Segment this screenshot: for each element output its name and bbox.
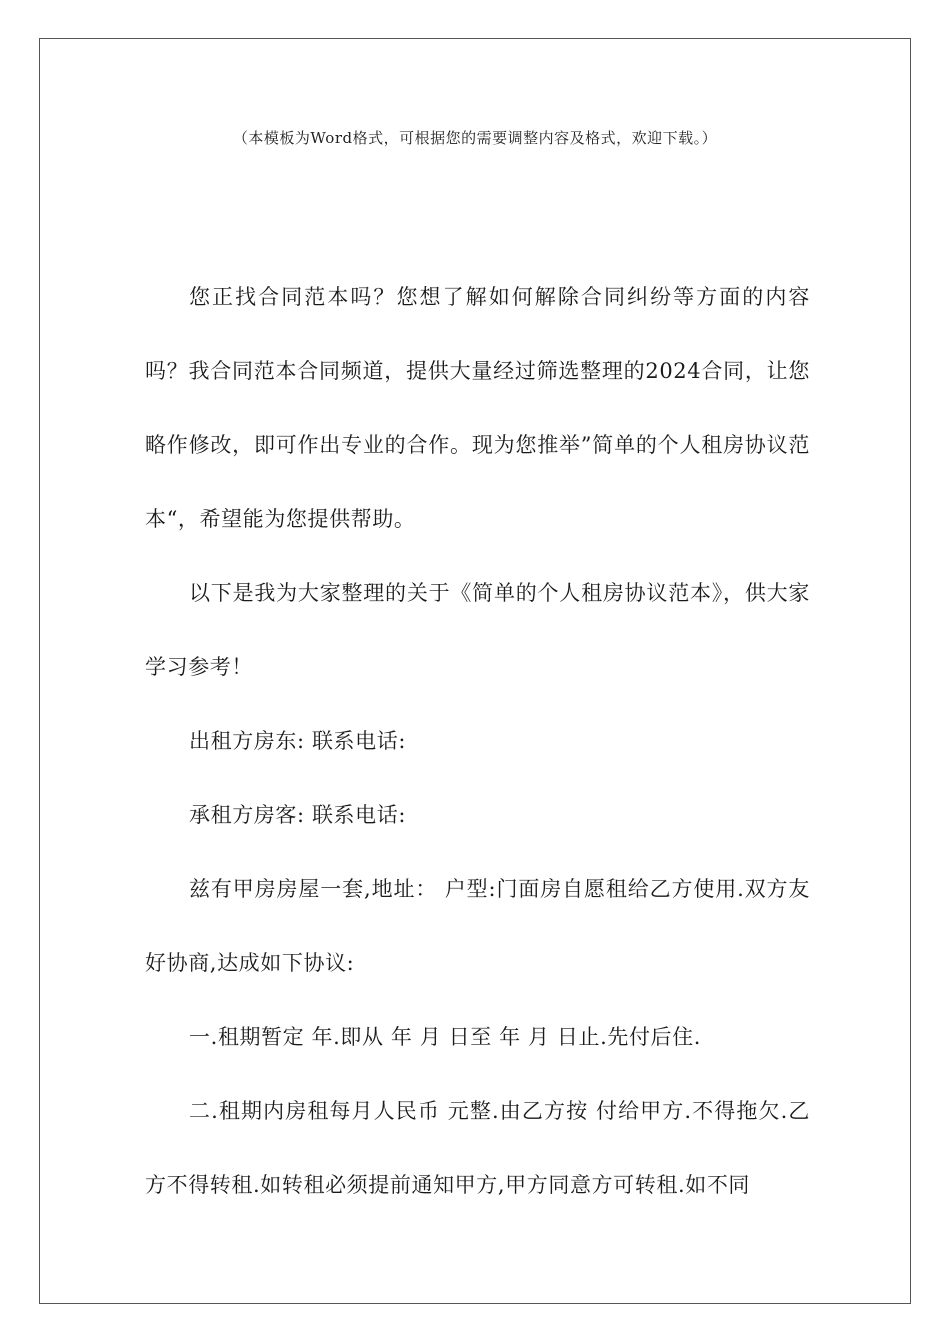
- property-paragraph: 兹有甲房房屋一套,地址： 户型:门面房自愿租给乙方使用.双方友好协商,达成如下协议:: [145, 877, 810, 975]
- clause-one: 一.租期暂定 年.即从 年 月 日至 年 月 日止.先付后住.: [189, 1025, 702, 1049]
- landlord-line: 出租方房东: 联系电话:: [189, 729, 407, 753]
- template-header-note: （本模板为Word格式，可根据您的需要调整内容及格式，欢迎下载。）: [232, 129, 718, 147]
- tenant-line: 承租方房客: 联系电话:: [189, 803, 407, 827]
- clause-two: 二.租期内房租每月人民币 元整.由乙方按 付给甲方.不得拖欠.乙方不得转租.如转租必须提前通知甲方,甲方同意方可转租.如不同: [145, 1099, 810, 1197]
- reference-paragraph: 以下是我为大家整理的关于《简单的个人租房协议范本》，供大家学习参考！: [145, 581, 810, 679]
- intro-paragraph: 您正找合同范本吗？您想了解如何解除合同纠纷等方面的内容吗？我合同范本合同频道，提供大量经过筛选整理的2024合同，让您略作修改，即可作出专业的合作。现为您推举”简单的个人租房协议范本“，希望能为您提供帮助。: [145, 285, 810, 531]
- document-body: [145, 260, 810, 1222]
